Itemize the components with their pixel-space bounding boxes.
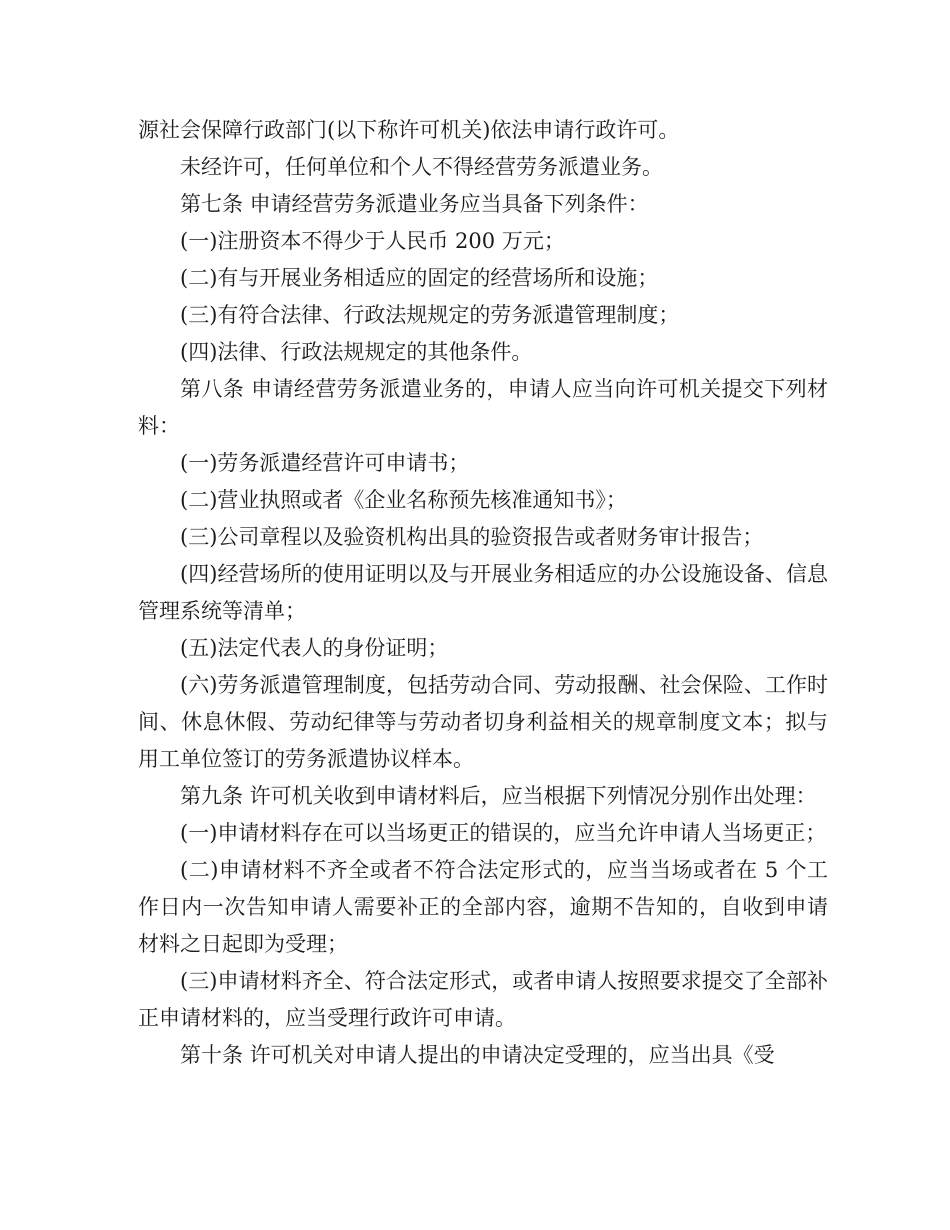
list-item: (二)申请材料不齐全或者不符合法定形式的，应当当场或者在 5 个工作日内一次告知申请人需要补正的全部内容，逾期不告知的，自收到申请材料之日起即为受理； xyxy=(138,858,828,956)
list-item: (三)申请材料齐全、符合法定形式，或者申请人按照要求提交了全部补正申请材料的，应当受理行政许可申请。 xyxy=(138,969,828,1030)
paragraph: 未经许可，任何单位和个人不得经营劳务派遣业务。 xyxy=(180,155,663,179)
list-item: (四)法律、行政法规规定的其他条件。 xyxy=(180,340,533,364)
list-item: (二)有与开展业务相适应的固定的经营场所和设施； xyxy=(180,266,659,290)
article-heading-paragraph: 第十条 许可机关对申请人提出的申请决定受理的，应当出具《受 xyxy=(180,1043,775,1067)
list-item: (二)营业执照或者《企业名称预先核准通知书》； xyxy=(180,488,627,512)
document-body xyxy=(138,112,828,1074)
list-item: (一)劳务派遣经营许可申请书； xyxy=(180,451,470,475)
list-item: (四)经营场所的使用证明以及与开展业务相适应的办公设施设备、信息管理系统等清单； xyxy=(138,562,828,623)
list-item: (一)申请材料存在可以当场更正的错误的，应当允许申请人当场更正； xyxy=(180,821,827,845)
list-item: (五)法定代表人的身份证明； xyxy=(180,636,449,660)
article-heading-paragraph: 第七条 申请经营劳务派遣业务应当具备下列条件： xyxy=(180,192,649,216)
paragraph: 源社会保障行政部门(以下称许可机关)依法申请行政许可。 xyxy=(138,118,680,142)
list-item: (一)注册资本不得少于人民币 200 万元； xyxy=(180,229,565,253)
list-item: (三)有符合法律、行政法规规定的劳务派遣管理制度； xyxy=(180,303,680,327)
list-item: (六)劳务派遣管理制度，包括劳动合同、劳动报酬、社会保险、工作时间、休息休假、劳动纪律等与劳动者切身利益相关的规章制度文本；拟与用工单位签订的劳务派遣协议样本。 xyxy=(138,673,828,771)
article-heading-paragraph: 第八条 申请经营劳务派遣业务的，申请人应当向许可机关提交下列材料： xyxy=(138,377,828,438)
list-item: (三)公司章程以及验资机构出具的验资报告或者财务审计报告； xyxy=(180,525,764,549)
article-heading-paragraph: 第九条 许可机关收到申请材料后，应当根据下列情况分别作出处理： xyxy=(180,784,817,808)
